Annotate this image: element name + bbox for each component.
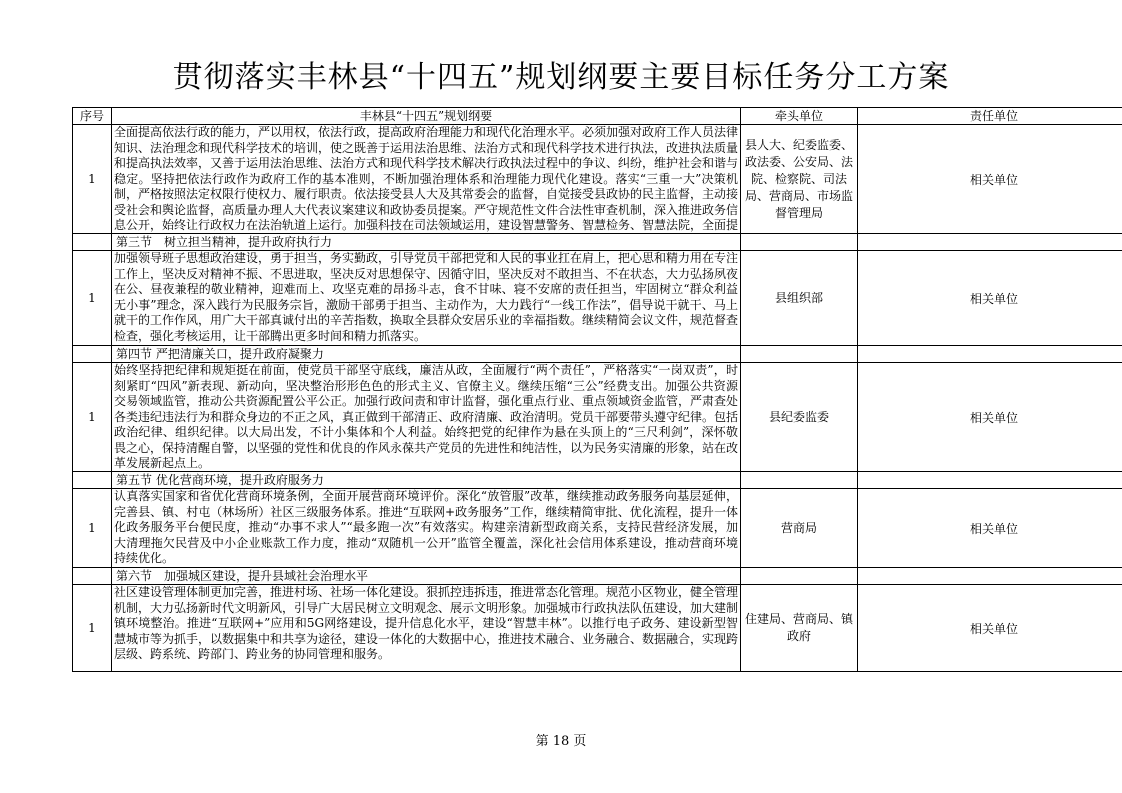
section-no-empty <box>73 234 112 251</box>
row-no: 1 <box>73 489 112 568</box>
row-text: 认真落实国家和省优化营商环境条例，全面开展营商环境评价。深化“放管服”改革，继续推动政务服务向基层延伸，完善县、镇、村屯（林场所）社区三级服务体系。推进“互联网+政务服务”工作，继续精简审批、优化流程，提升一体化政务服务平台便民度，推动“办事不求人”“最多跑一次”有效落实。构建亲清新型政商关系，支持民营经济发展，加大清理拖欠民营及中小企业账款工作力度，推动“双随机一公开”监管全覆盖，深化社会信用体系建设，推动营商环境持续优化。 <box>114 489 738 565</box>
row-lead: 县纪委监委 <box>741 363 858 472</box>
section-no-empty <box>73 472 112 489</box>
section-title: 第三节 树立担当精神，提升政府执行力 <box>112 234 741 251</box>
section-resp-empty <box>858 234 1122 251</box>
table-header-row <box>73 108 1122 125</box>
row-text-cell <box>112 585 741 672</box>
row-text: 社区建设管理体制更加完善，推进村场、社场一体化建设。狠抓控违拆违，推进常态化管理。规范小区物业，健全管理机制，大力弘扬新时代文明新风，引导广大居民树立文明观念、展示文明形象。加强城市行政执法队伍建设，加大建制镇环境整治。推进“互联网+”应用和5G网络建设，提升信息化水平，建设“智慧丰林”。以推行电子政务、建设新型智慧城市等为抓手，以数据集中和共享为途径，建设一体化的大数据中心，推进技术融合、业务融合、数据融合，实现跨层级、跨系统、跨部门、跨业务的协同管理和服务。 <box>114 585 738 661</box>
section-row <box>73 234 1122 251</box>
section-no-empty <box>73 346 112 363</box>
section-resp-empty <box>858 472 1122 489</box>
row-resp: 相关单位 <box>858 125 1122 234</box>
header-no: 序号 <box>73 108 112 125</box>
row-no: 1 <box>73 251 112 346</box>
table-row <box>73 125 1122 234</box>
section-title: 第五节 优化营商环境，提升政府服务力 <box>112 472 741 489</box>
header-outline: 丰林县“十四五”规划纲要 <box>112 108 741 125</box>
row-resp: 相关单位 <box>858 251 1122 346</box>
row-lead: 县组织部 <box>741 251 858 346</box>
row-text: 加强领导班子思想政治建设，勇于担当，务实勤政，引导党员干部把党和人民的事业扛在肩上，把心思和精力用在专注工作上，坚决反对精神不振、不思进取，坚决反对思想保守、因循守旧，坚决反对不敢担当、不在状态，大力弘扬夙夜在公、昼夜兼程的敬业精神，迎难而上、攻坚克难的昂扬斗志，食不甘味、寝不安席的责任担当，牢固树立“群众利益无小事”理念，深入践行为民服务宗旨，激励干部勇于担当、主动作为，大力践行“一线工作法”，倡导说干就干、马上就干的工作作风，用广大干部真诚付出的辛苦指数，换取全县群众安居乐业的幸福指数。继续精简会议文件，规范督查检查，强化考核运用，让干部腾出更多时间和精力抓落实。 <box>114 251 738 343</box>
row-lead: 营商局 <box>741 489 858 568</box>
row-text-cell <box>112 489 741 568</box>
header-lead: 牵头单位 <box>741 108 858 125</box>
row-resp: 相关单位 <box>858 489 1122 568</box>
row-no: 1 <box>73 125 112 234</box>
row-resp: 相关单位 <box>858 585 1122 672</box>
row-resp: 相关单位 <box>858 363 1122 472</box>
section-title: 第四节 严把清廉关口，提升政府凝聚力 <box>112 346 741 363</box>
table-row <box>73 489 1122 568</box>
row-text-cell <box>112 251 741 346</box>
row-lead: 县人大、纪委监委、政法委、公安局、法院、检察院、司法局、营商局、市场监督管理局 <box>741 125 858 234</box>
row-text-cell <box>112 125 741 234</box>
section-resp-empty <box>858 568 1122 585</box>
row-no: 1 <box>73 363 112 472</box>
table-row <box>73 363 1122 472</box>
section-lead-empty <box>741 568 858 585</box>
row-no: 1 <box>73 585 112 672</box>
section-row <box>73 568 1122 585</box>
row-text: 全面提高依法行政的能力，严以用权，依法行政，提高政府治理能力和现代化治理水平。必须加强对政府工作人员法律知识、法治理念和现代科学技术的培训，使之既善于运用法治思维、法治方式和现代科学技术进行执法，改进执法质量和提高执法效率，又善于运用法治思维、法治方式和现代科学技术解决行政执法过程中的争议、纠纷，维护社会和谐与稳定。坚持把依法行政作为政府工作的基本准则，不断加强治理体系和治理能力现代化建设。落实“三重一大”决策机制，严格按照法定权限行使权力、履行职责。依法接受县人大及其常委会的监督，自觉接受县政协的民主监督，主动接受社会和舆论监督，高质量办理人大代表议案建议和政协委员提案。严守规范性文件合法性审查机制，深入推进政务信息公开，始终让行政权力在法治轨道上运行。加强科技在司法领域运用，建设智慧警务、智慧检务、智慧法院，全面提 <box>114 125 738 232</box>
section-row <box>73 346 1122 363</box>
section-row <box>73 472 1122 489</box>
page-number: 第 18 页 <box>535 734 587 749</box>
header-resp: 责任单位 <box>858 108 1122 125</box>
section-lead-empty <box>741 472 858 489</box>
section-no-empty <box>73 568 112 585</box>
table-row <box>73 251 1122 346</box>
row-lead: 住建局、营商局、镇政府 <box>741 585 858 672</box>
row-text-cell <box>112 363 741 472</box>
section-lead-empty <box>741 346 858 363</box>
table-row <box>73 585 1122 672</box>
section-title: 第六节 加强城区建设，提升县域社会治理水平 <box>112 568 741 585</box>
section-resp-empty <box>858 346 1122 363</box>
task-table <box>72 107 1122 672</box>
document-title: 贯彻落实丰林县“十四五”规划纲要主要目标任务分工方案 <box>172 60 950 95</box>
section-lead-empty <box>741 234 858 251</box>
row-text: 始终坚持把纪律和规矩挺在前面，使党员干部坚守底线，廉洁从政，全面履行“两个责任”，严格落实“一岗双责”，时刻紧盯“四风”新表现、新动向，坚决整治形形色色的形式主义、官僚主义。继续压缩“三公”经费支出。加强公共资源交易领域监管，推动公共资源配置公平公正。加强行政问责和审计监督，强化重点行业、重点领域资金监管，严肃查处各类违纪违法行为和群众身边的不正之风，真正做到干部清正、政府清廉、政治清明。党员干部要带头遵守纪律。包括政治纪律、组织纪律。以大局出发，不计小集体和个人利益。始终把党的纪律作为悬在头顶上的“三尺利剑”，深怀敬畏之心，保持清醒自警，以坚强的党性和优良的作风永葆共产党员的先进性和纯洁性，以为民务实清廉的形象，站在改革发展新起点上。 <box>114 363 738 470</box>
